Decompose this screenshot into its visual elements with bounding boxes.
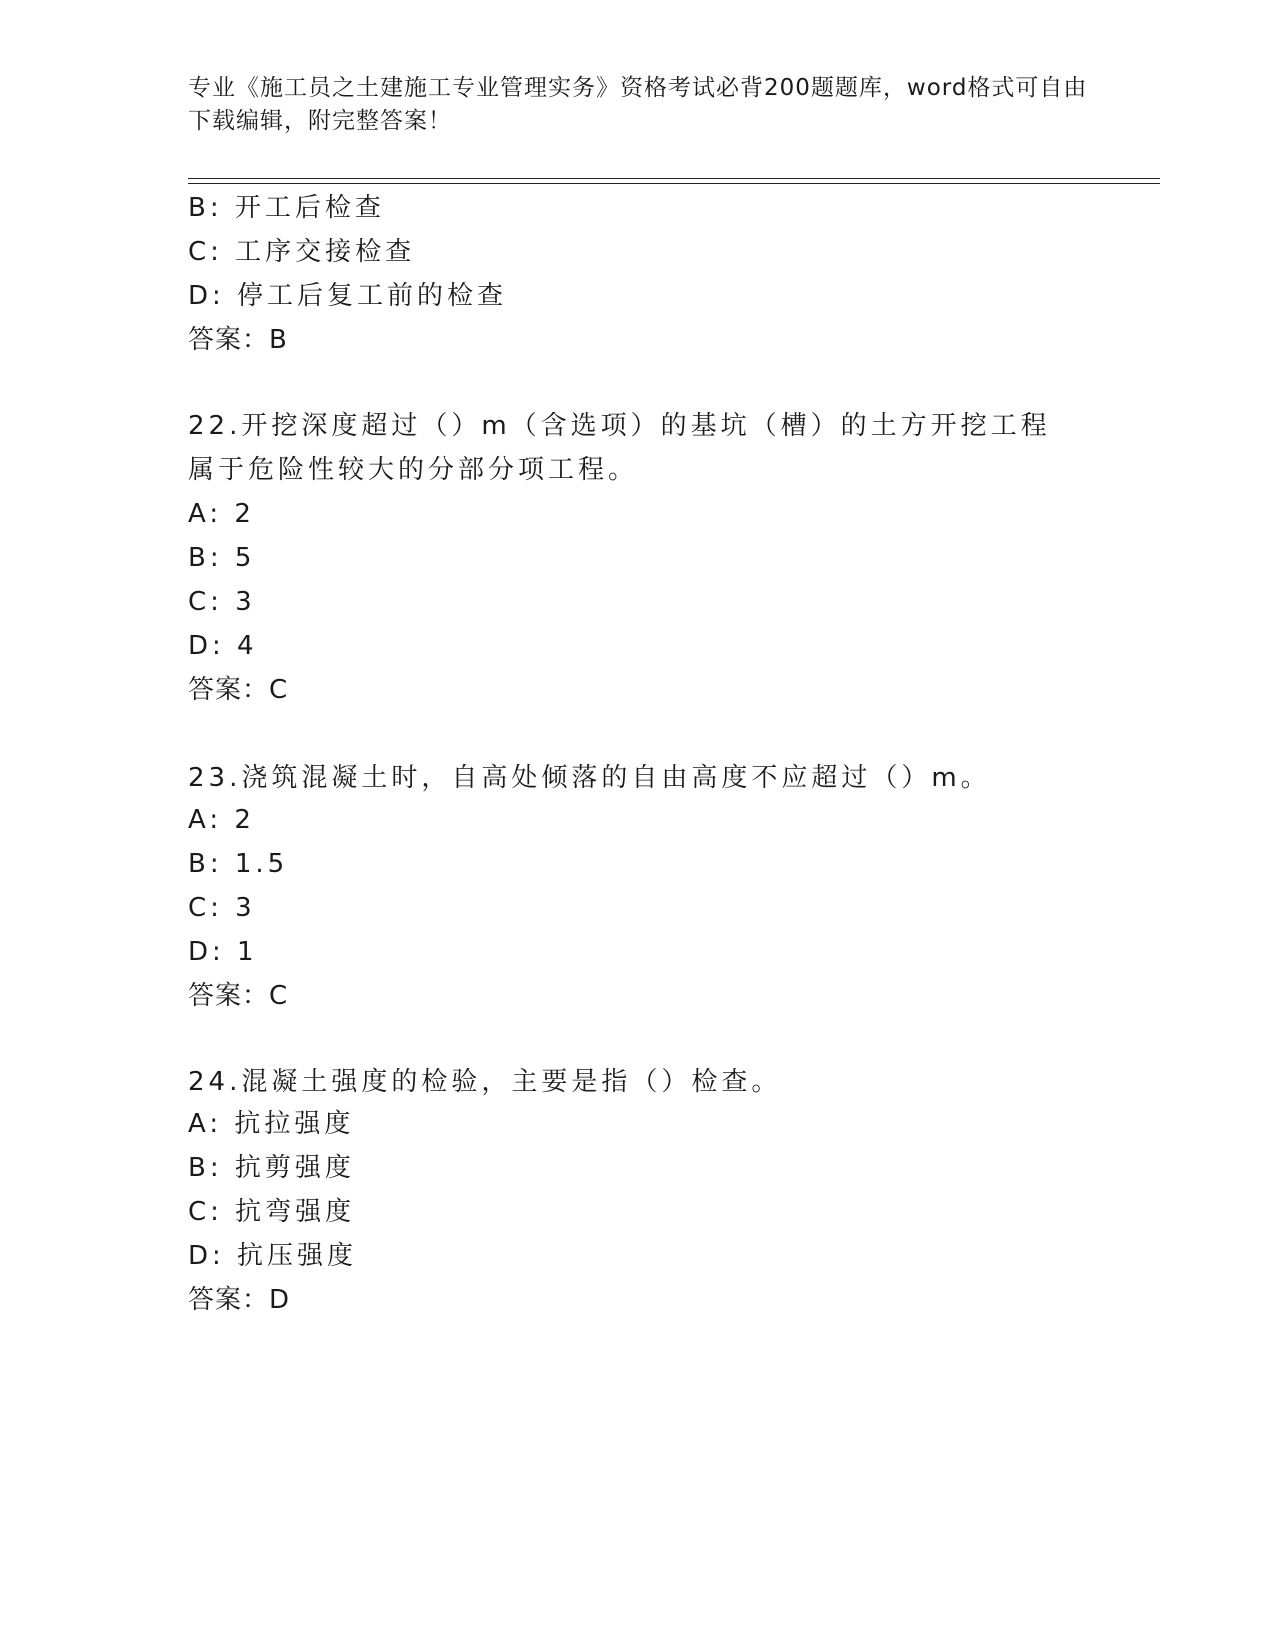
q21-answer: 答案：B <box>188 325 288 355</box>
q23-answer: 答案：C <box>188 981 289 1011</box>
q22-option-b: B: 5 <box>188 543 256 573</box>
q23-option-b: B: 1.5 <box>188 849 289 879</box>
q22-answer: 答案：C <box>188 675 289 705</box>
q23-option-c: C: 3 <box>188 893 256 923</box>
q24-question: 24.混凝土强度的检验，主要是指（）检查。 <box>188 1067 782 1097</box>
header-rule-top <box>188 178 1160 179</box>
q24-option-c: C: 抗弯强度 <box>188 1197 356 1227</box>
q22-option-c: C: 3 <box>188 587 256 617</box>
q23-option-d: D: 1 <box>188 937 258 967</box>
q24-option-a: A: 抗拉强度 <box>188 1109 355 1139</box>
q21-option-c: C: 工序交接检查 <box>188 237 416 267</box>
q21-option-d: D: 停工后复工前的检查 <box>188 281 508 311</box>
q24-option-d: D: 抗压强度 <box>188 1241 358 1271</box>
document-header: 专业《施工员之土建施工专业管理实务》资格考试必背200题题库，word格式可自由下载编辑，附完整答案！ <box>188 75 1088 134</box>
q23-question: 23.浇筑混凝土时，自高处倾落的自由高度不应超过（）m。 <box>188 763 991 793</box>
q24-answer: 答案：D <box>188 1285 291 1315</box>
q24-option-b: B: 抗剪强度 <box>188 1153 355 1183</box>
q23-option-a: A: 2 <box>188 805 255 835</box>
q21-option-b: B: 开工后检查 <box>188 193 385 223</box>
header-rule-bottom <box>188 183 1160 184</box>
q22-question: 22.开挖深度超过（）m（含选项）的基坑（槽）的土方开挖工程属于危险性较大的分部分项工程。 <box>188 411 1051 485</box>
q22-option-d: D: 4 <box>188 631 258 661</box>
q22-option-a: A: 2 <box>188 499 255 529</box>
